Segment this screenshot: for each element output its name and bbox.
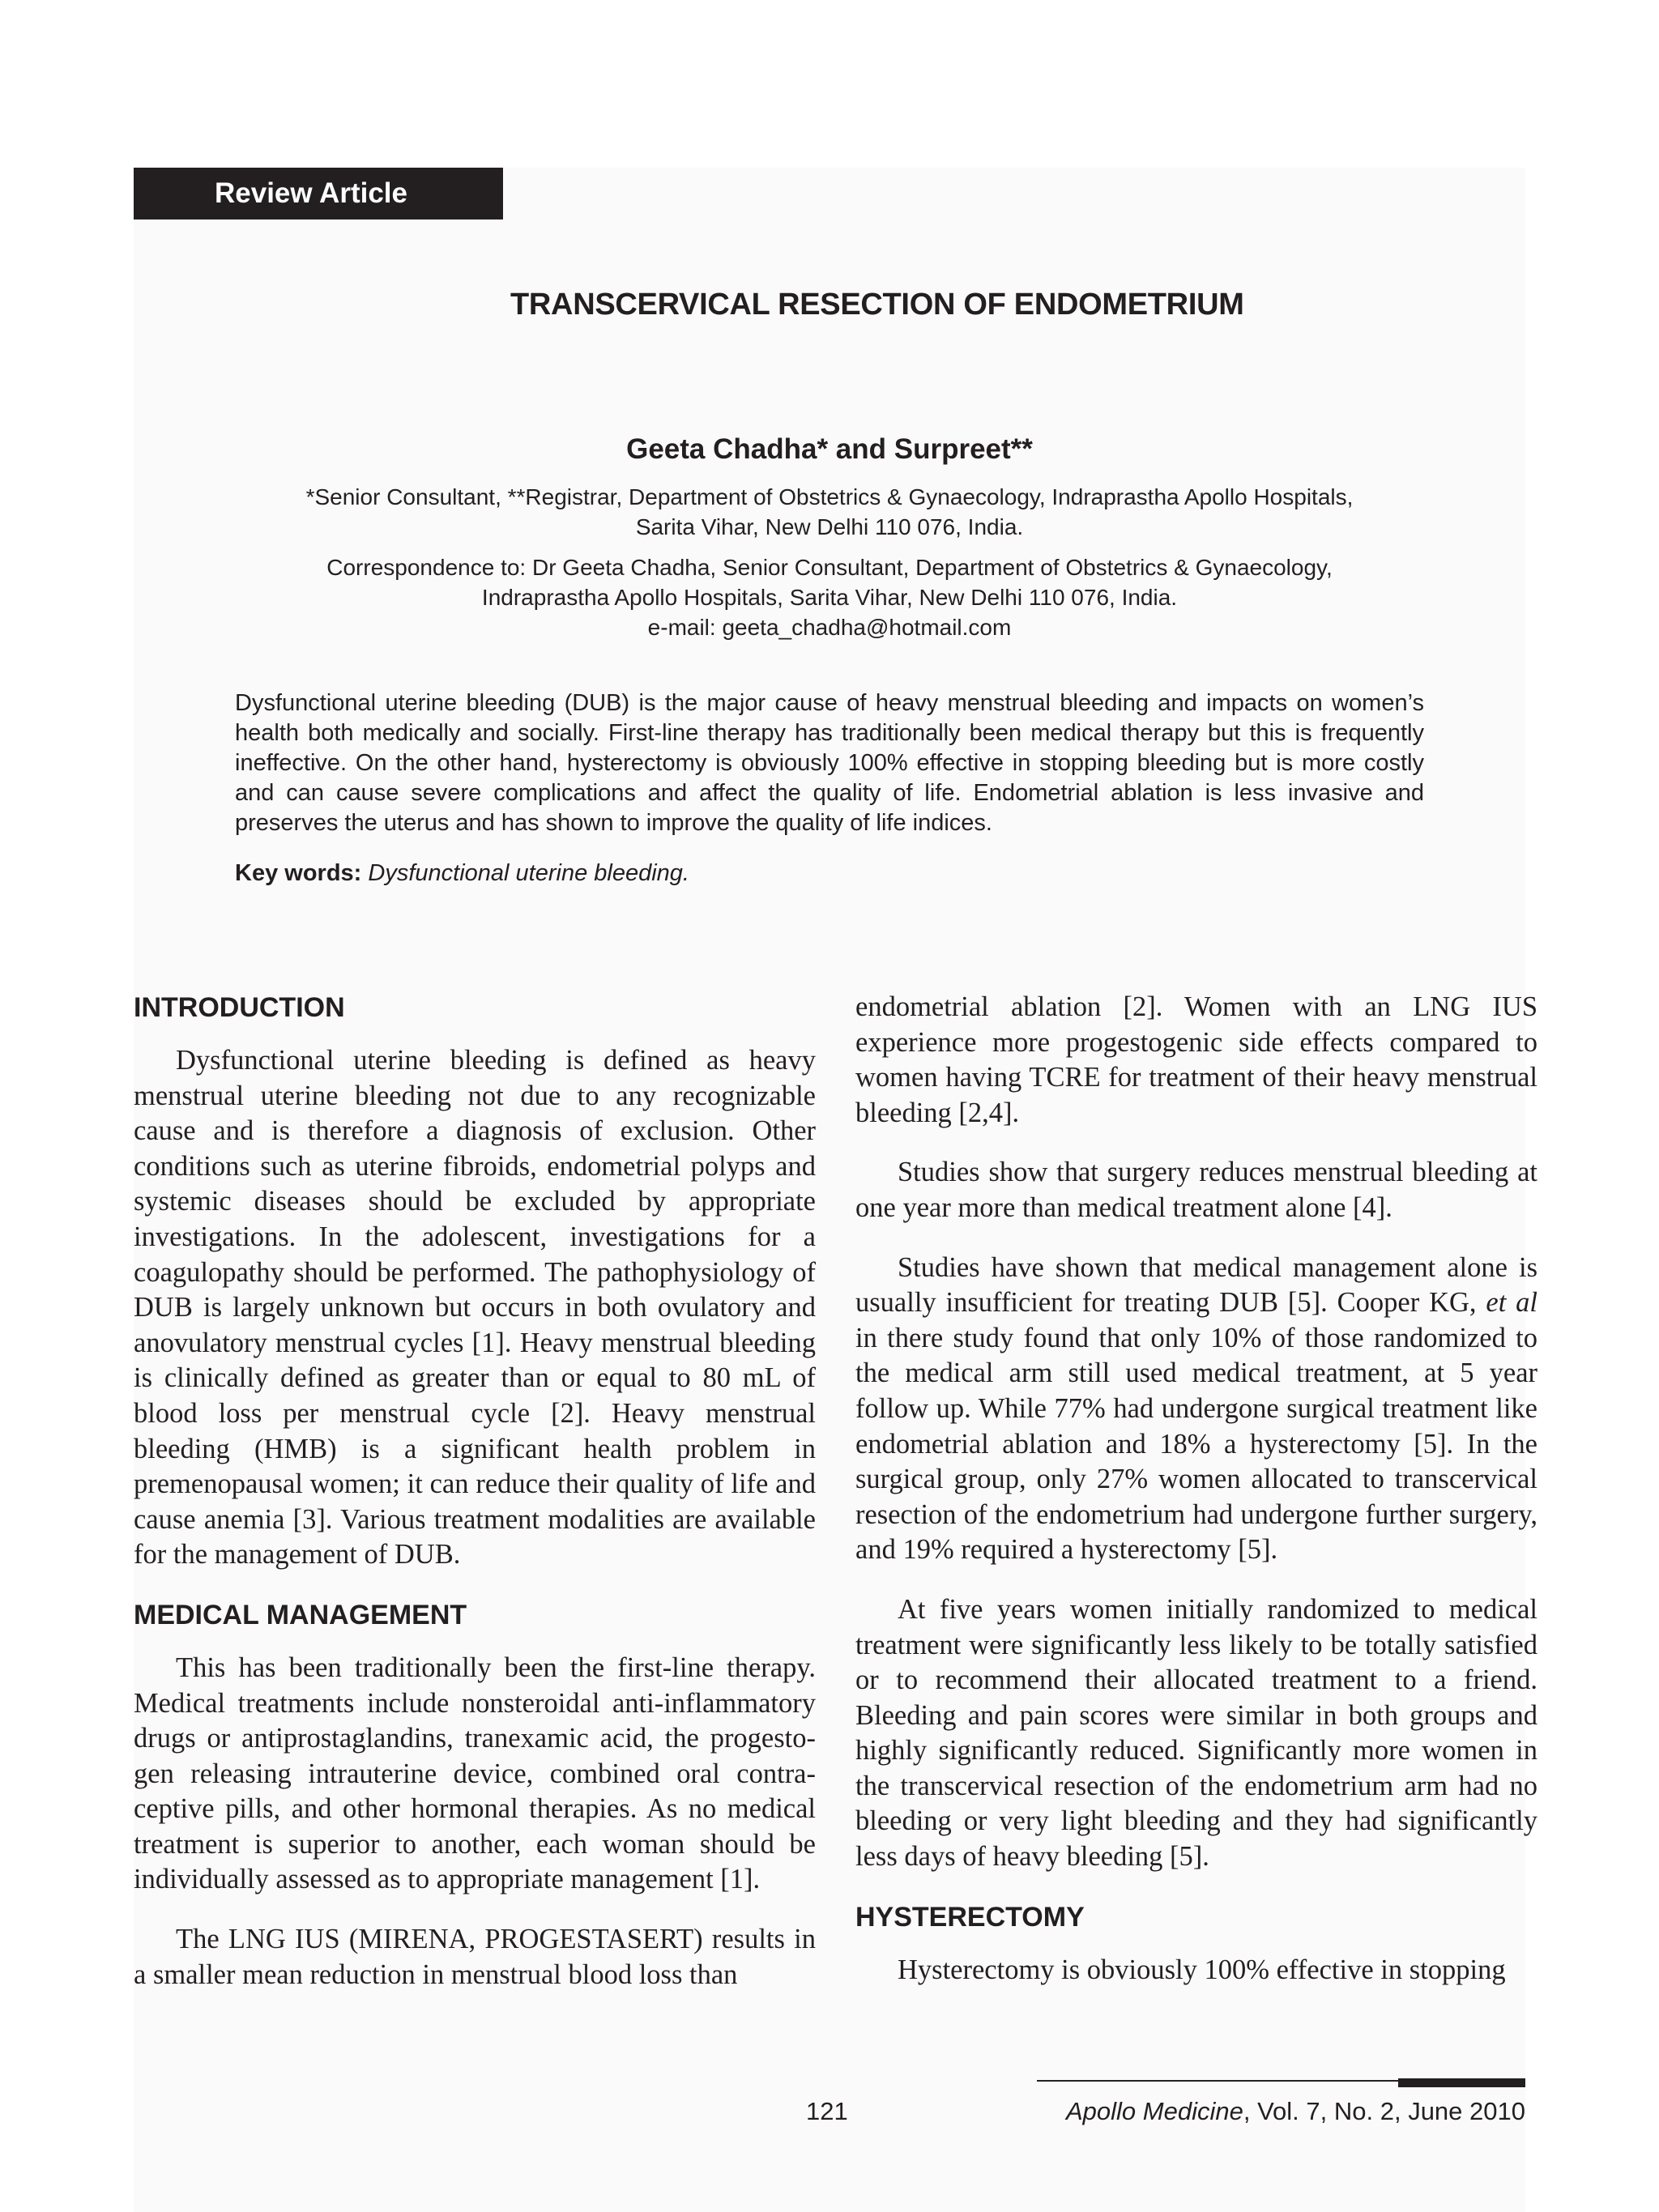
paragraph: Hysterectomy is obviously 100% effective in stopping — [898, 1954, 1506, 1985]
footer-rule-accent — [1398, 2078, 1525, 2087]
abstract: Dysfunctional uterine bleeding (DUB) is the major cause of heavy menstrual bleeding and impacts on women’s health both medically and socially. First-line therapy has traditionally been medical therapy but this is frequently ineffective. On the other hand, hysterectomy is obviously 100% effective in stopping bleeding but is more costly and can cause severe complications and affect the quality of life. Endometrial ablation is less invasive and preserves the uterus and has shown to improve the quality of life indices. — [235, 690, 1424, 836]
affiliation-line-2: Sarita Vihar, New Delhi 110 076, India. — [635, 514, 1024, 539]
affiliation — [203, 482, 1456, 542]
authors: Geeta Chadha* and Surpreet** — [626, 433, 1033, 465]
text-run: in there study found that only 10% of those randomized to the medical arm still used medical treatment, at 5 year follow up. While 77% had undergone surgical treatment like endometrial ablation and 18% a hysterectomy [5]. In the surgical group, only 27% women allocated to transcervical resection of the endometrium had undergone further surgery, and 19% required a hysterectomy [5]. — [855, 1322, 1537, 1566]
article-type-badge: Review Article — [134, 168, 503, 219]
correspondence-line-2: Indraprastha Apollo Hospitals, Sarita Vihar, New Delhi 110 076, India. — [481, 585, 1178, 610]
paragraph — [855, 1251, 1537, 1568]
page-number: 121 — [806, 2097, 848, 2125]
keywords — [235, 860, 1424, 887]
journal-citation — [1066, 2097, 1525, 2126]
text-run: Studies have shown that medical management alone is usually insufficient for treating DUB [5]. Cooper KG, — [855, 1251, 1537, 1319]
affiliation-line-1: *Senior Consultant, **Registrar, Department of Obstetrics & Gynaecology, Indraprastha Apollo Hospitals, — [305, 484, 1354, 509]
text-run-italic: et al — [1486, 1287, 1538, 1319]
keywords-value: Dysfunctional uterine bleeding. — [368, 860, 689, 886]
paragraph: Dysfunctional uterine bleeding is defined as heavy menstrual uterine bleeding not due to any recognizable cause and is therefore a diagnosis of exclusion. Other conditions such as uterine fibroids, endometrial polyps and systemic diseases should be excluded by appropriate investigations. In the adolescent, investigations for a coagulopathy should be performed. The pathophysiology of DUB is largely unknown but occurs in both ovulatory and anovulatory menstrual cycles [1]. Heavy menstrual bleeding is clinically defined as greater than or equal to 80 mL of blood loss per menstrual cycle [2]. Heavy menstrual bleeding (HMB) is a significant health problem in premenopausal women; it can reduce their quality of life and cause anemia [3]. Various treatment modalities are available for the management of DUB. — [134, 1045, 816, 1571]
paragraph: Studies show that surgery reduces menstrual bleeding at one year more than medical treatment alone [4]. — [855, 1157, 1537, 1223]
correspondence — [203, 552, 1456, 642]
article-title: TRANSCERVICAL RESECTION OF ENDOMETRIUM — [510, 288, 1244, 322]
keywords-label: Key words: — [235, 860, 362, 886]
section-heading-introduction: INTRODUCTION — [134, 992, 345, 1023]
journal-name: Apollo Medicine — [1066, 2097, 1243, 2125]
paragraph: At five years women initially randomized to medical treatment were significantly less likely to be totally satisfied or to recommend their allocated treatment to a friend. Bleeding and pain scores were similar in both groups and highly significantly reduced. Significantly more women in the transcervical resection of the endometrium arm had no bleeding or very light bleeding and they had significantly less days of heavy bleeding [5]. — [855, 1593, 1537, 1873]
paragraph: The LNG IUS (MIRENA, PROGESTASERT) results in a smaller mean reduction in menstrual blood loss than — [134, 1924, 816, 1990]
correspondence-line-1: Correspondence to: Dr Geeta Chadha, Senior Consultant, Department of Obstetrics & Gynaecology, — [326, 555, 1333, 580]
left-column — [134, 990, 816, 2017]
paragraph: This has been traditionally been the first-line therapy. Medical treatments include nonsteroidal anti-inflammatory drugs or antiprostaglandins, tranexamic acid, the progesto-gen releasing intrauterine device, combined oral contra-ceptive pills, and other hormonal therapies. As no medical treatment is superior to another, each woman should be individually assessed as to appropriate management [1]. — [134, 1652, 816, 1895]
journal-issue: , Vol. 7, No. 2, June 2010 — [1243, 2097, 1525, 2125]
paragraph: endometrial ablation [2]. Women with an LNG IUS experience more progestogenic side effects compared to women having TCRE for treatment of their heavy menstrual bleeding [2,4]. — [855, 991, 1537, 1128]
section-heading-hysterectomy: HYSTERECTOMY — [855, 1901, 1085, 1933]
section-heading-medical-management: MEDICAL MANAGEMENT — [134, 1599, 467, 1630]
email[interactable]: e-mail: geeta_chadha@hotmail.com — [647, 615, 1012, 640]
right-column — [855, 990, 1537, 2012]
